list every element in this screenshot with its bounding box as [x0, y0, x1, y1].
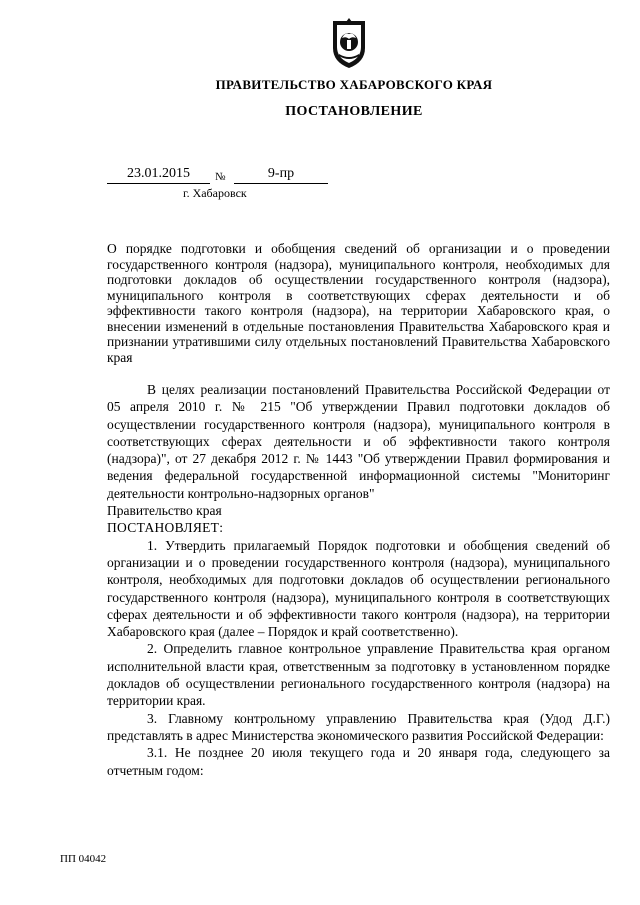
- clause-2: 2. Определить главное контрольное управление Правительства края органом исполнительной власти края, ответственным за подготовку в установленном порядке докладов об осуществлении регионального государственного контроля (надзора) на территории края.: [107, 641, 610, 709]
- document-body: [107, 381, 610, 779]
- government-name: ПРАВИТЕЛЬСТВО ХАБАРОВСКОГО КРАЯ: [215, 77, 493, 92]
- preamble-paragraph: В целях реализации постановлений Правительства Российской Федерации от 05 апреля 2010 г. № 215 "Об утверждении Правил подготовки докладов об осуществлении государственного контроля (надзора), муниципального контроля в соответствующих сферах деятельности и об эффективности такого контроля (надзора)", от 27 декабря 2012 г. № 1443 "Об утверждении Правил формирования и ведения федеральной государственной информационной системы "Мониторинг деятельности контрольно-надзорных органов": [107, 382, 610, 501]
- footer-document-code: ПП 04042: [60, 853, 107, 865]
- city-label: г. Хабаровск: [183, 186, 247, 200]
- decree-heading: ПОСТАНОВЛЯЕТ:: [107, 520, 224, 536]
- number-sign: №: [215, 171, 226, 183]
- clause-1: 1. Утвердить прилагаемый Порядок подготовки и обобщения сведений об организации и о проведении государственного контроля (надзора), муниципального контроля, необходимых для подготовки докладов об осуществлении регионального государственного контроля (надзора), муниципального контроля в соответствующих сферах деятельности и об эффективности такого контроля (надзора), на территории Хабаровского края (далее – Порядок и край соответственно).: [107, 537, 610, 640]
- coat-of-arms-emblem: [329, 18, 369, 70]
- document-number: 9-пр: [234, 165, 328, 184]
- clause-3-1: 3.1. Не позднее 20 июля текущего года и 20 января года, следующего за отчетным годом:: [107, 745, 610, 778]
- document-title: О порядке подготовки и обобщения сведений об организации и о проведении государственного контроля (надзора), муниципального контроля, необходимых для подготовки докладов об осуществлении государственного контроля (надзора), муниципального контроля в соответствующих сферах деятельности и об эффективности такого контроля (надзора), на территории Хабаровского края, о внесении изменений в отдельные постановления Правительства Хабаровского края и признании утратившими силу отдельных постановлений Правительства Хабаровского края: [107, 241, 610, 365]
- document-date: 23.01.2015: [107, 165, 210, 184]
- document-type-heading: ПОСТАНОВЛЕНИЕ: [285, 104, 423, 119]
- clause-3: 3. Главному контрольному управлению Правительства края (Удод Д.Г.) представлять в адрес Министерства экономического развития Российской Федерации:: [107, 710, 610, 743]
- issuer-line: Правительство края: [107, 503, 222, 519]
